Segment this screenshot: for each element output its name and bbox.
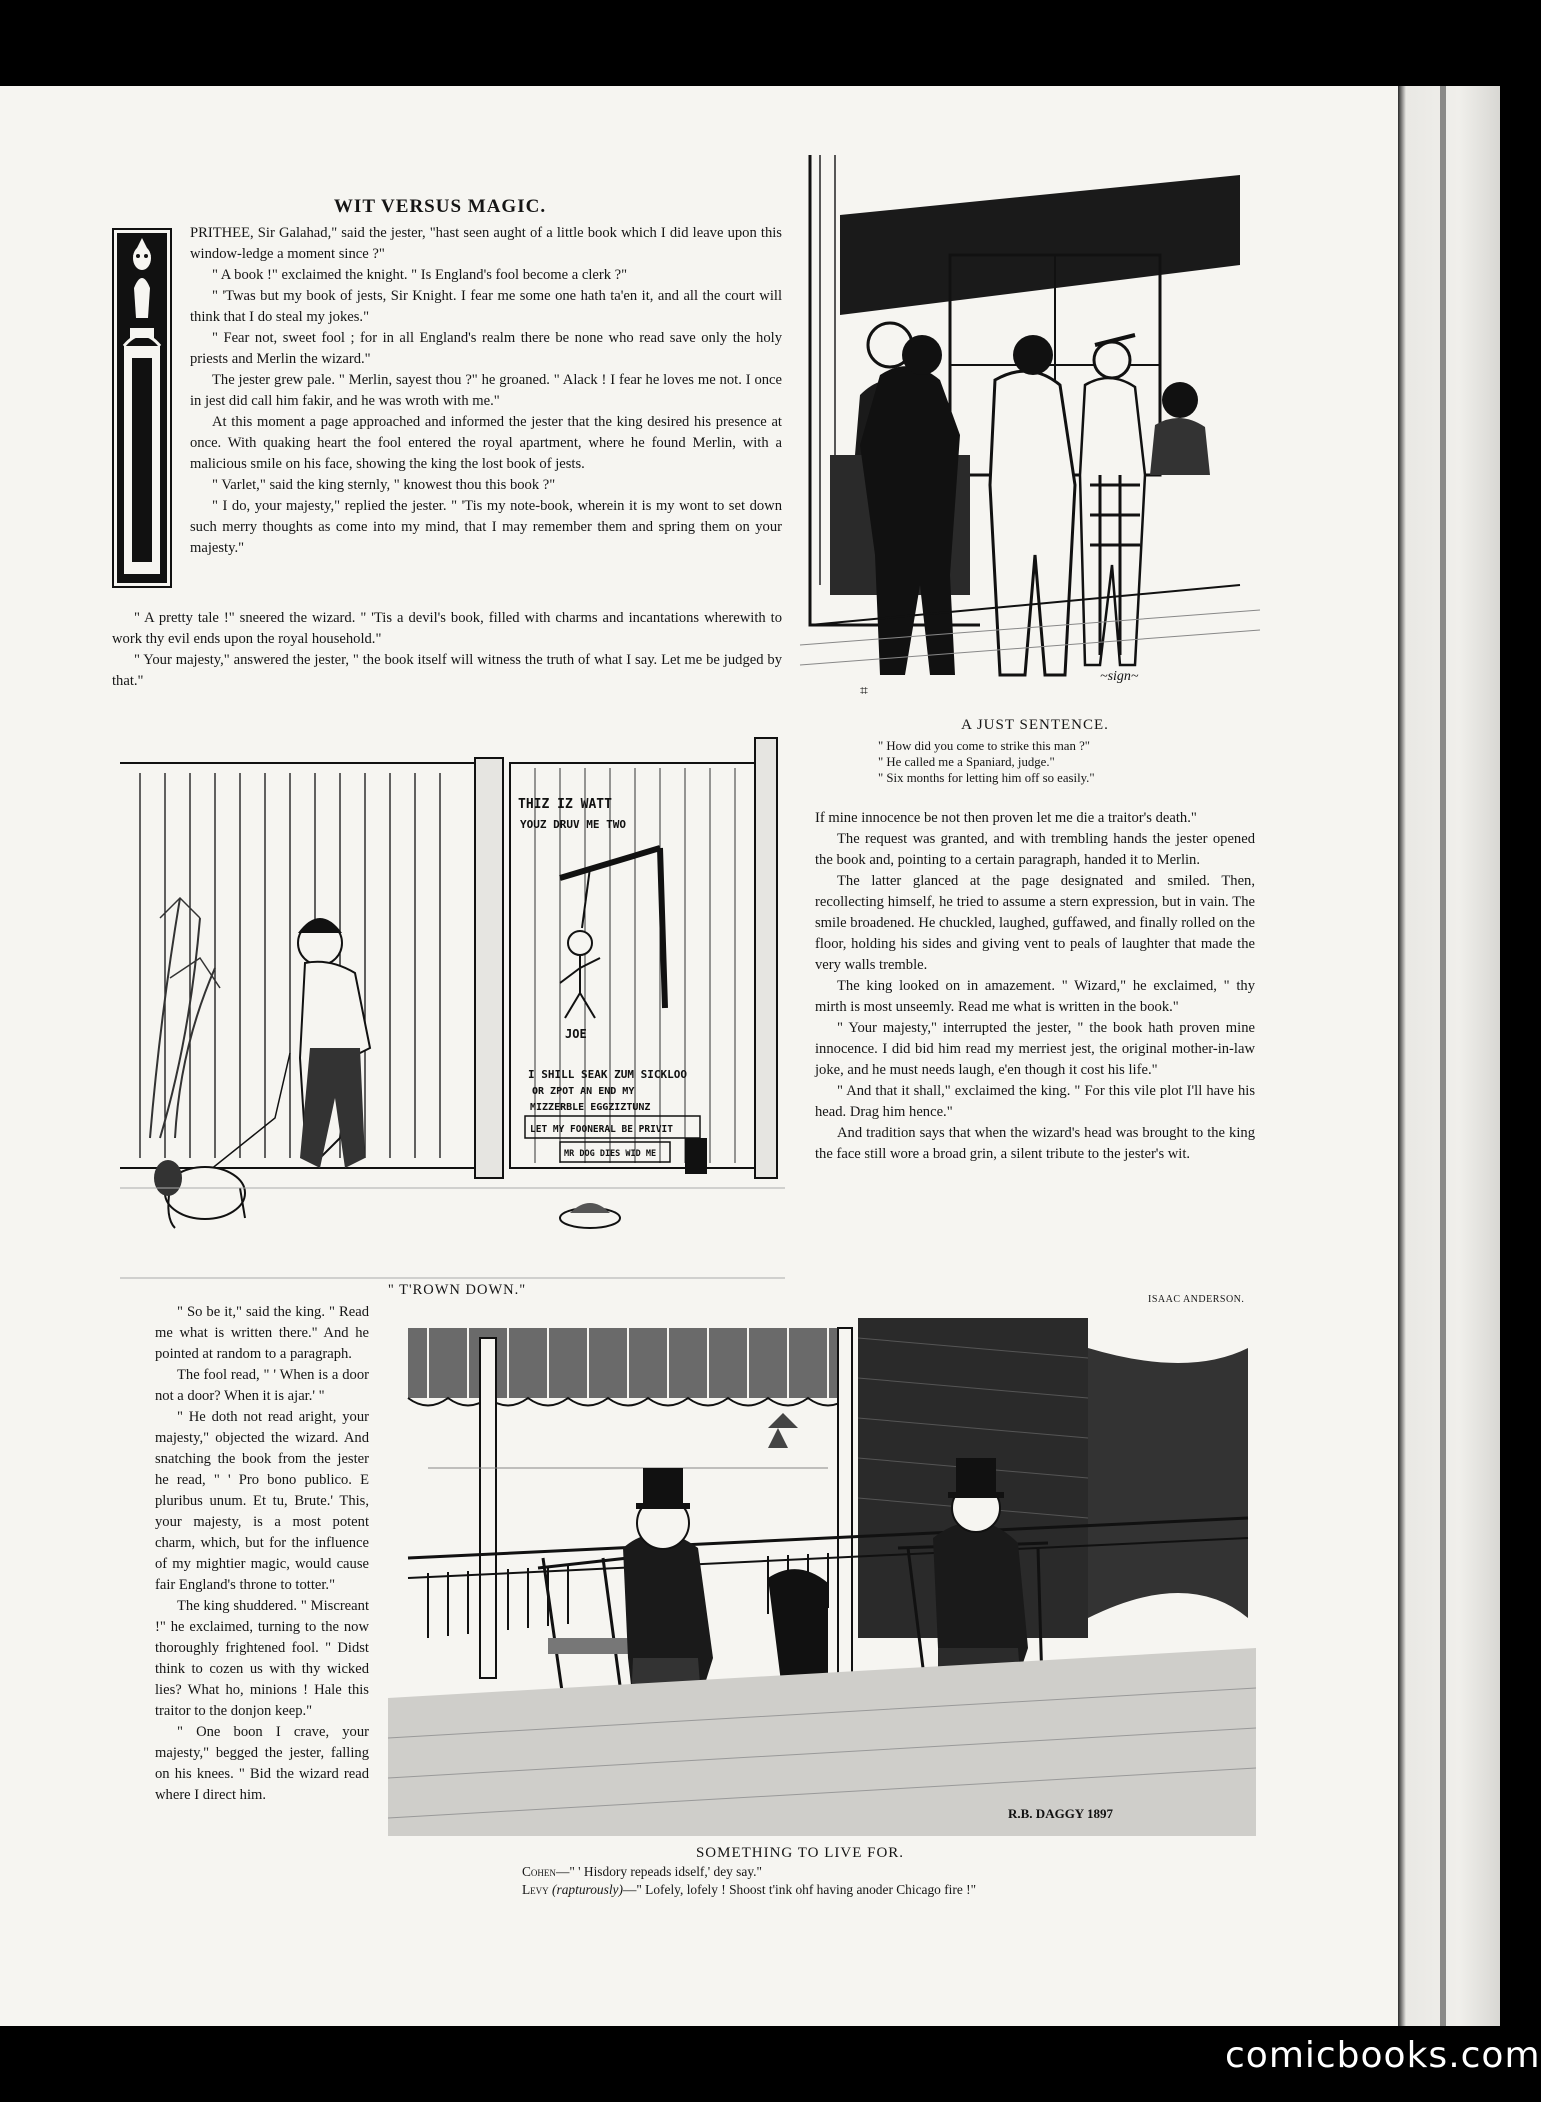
story-lead-continued — [112, 608, 782, 692]
cohen-line: " ' Hisdory repeads idself,' dey say." — [569, 1864, 762, 1879]
story-paragraph: " A pretty tale !" sneered the wizard. " 'Tis a devil's book, filled with charms and incantations wherewith to work thy evil ends upon the royal household." — [112, 610, 782, 647]
story-lead-column — [190, 223, 782, 559]
story-paragraph: The king shuddered. " Miscreant !" he exclaimed, turning to the now thoroughly frightened fool. " Didst think to cozen us with thy wicked lies? What ho, minions ! Hale this traitor to the donjon keep." — [155, 1598, 369, 1719]
story-paragraph: " I do, your majesty," replied the jester. " 'Tis my note-book, wherein it is my wont to set down such merry thoughts as come into my mind, that I may remember them and spring them on your majesty." — [190, 498, 782, 556]
story-paragraph: The request was granted, and with trembling hands the jester opened the book and, pointing to a certain paragraph, handed it to Merlin. — [815, 831, 1255, 868]
story-paragraph: " Varlet," said the king sternly, " knowest thou this book ?" — [212, 477, 556, 493]
story-paragraph: " One boon I crave, your majesty," begged the jester, falling on his knees. " Bid the wizard read where I direct him. — [155, 1724, 369, 1803]
court-caption-line: " How did you come to strike this man ?" — [878, 739, 1090, 753]
porch-cartoon-illustration — [388, 1318, 1256, 1836]
levy-line: " Lofely, lofely ! Shoost t'ink ohf having anoder Chicago fire !" — [636, 1882, 977, 1897]
fence-graffiti: JOE — [565, 1027, 587, 1041]
levy-speaker: Levy — [522, 1882, 549, 1897]
story-paragraph: " And that it shall," exclaimed the king. " For this vile plot I'll have his head. Drag him hence." — [815, 1083, 1255, 1120]
court-caption-line: " Six months for letting him off so easily." — [878, 771, 1095, 785]
story-paragraph: " Your majesty," interrupted the jester, " the book hath proven mine innocence. I did bid him read my merriest jest, the original mother-in-law joke, and he must needs laugh, e'en though it cost his life." — [815, 1020, 1255, 1078]
story-paragraph: " Fear not, sweet fool ; for in all England's realm there be none who read save only the holy priests and Merlin the wizard." — [190, 330, 782, 367]
fence-graffiti: MIZZERBLE EGGZIZTUNZ — [530, 1102, 651, 1113]
court-caption-line: " He called me a Spaniard, judge." — [878, 755, 1055, 769]
fence-graffiti: THIZ IZ WATT — [518, 797, 612, 812]
story-paragraph: " A book !" exclaimed the knight. " Is England's fool become a clerk ?" — [212, 267, 628, 283]
fence-graffiti: YOUZ DRUV ME TWO — [520, 818, 626, 831]
fence-graffiti: I SHILL SEAK ZUM SICKLOO — [528, 1068, 687, 1081]
court-cartoon-illustration — [800, 155, 1260, 710]
fence-graffiti: LET MY FOONERAL BE PRIVIT — [530, 1124, 673, 1135]
porch-caption-levy: Levy (rapturously)—" Lofely, lofely ! Shoost t'ink ohf having anoder Chicago fire !" — [522, 1882, 977, 1897]
author-signature: ISAAC ANDERSON. — [1148, 1294, 1245, 1305]
story-paragraph: The latter glanced at the page designated and smiled. Then, recollecting himself, he tried to assume a stern expression, but in vain. The smile broadened. He chuckled, laughed, guffawed, and finally rolled on the floor, holding his sides and giving vent to peals of laughter that made the very walls tremble. — [815, 873, 1255, 973]
porch-caption-cohen: Cohen—" ' Hisdory repeads idself,' dey say." — [522, 1864, 762, 1879]
story-paragraph: The king looked on in amazement. " Wizard," he exclaimed, " thy mirth is most unseemly. Read me what is written in the book." — [815, 978, 1255, 1015]
svg-text:⌗: ⌗ — [860, 684, 868, 699]
story-paragraph: The fool read, " ' When is a door not a door? When it is ajar.' " — [155, 1367, 369, 1404]
svg-text:~sign~: ~sign~ — [1100, 669, 1139, 684]
story-paragraph: " Your majesty," answered the jester, " the book itself will witness the truth of what I say. Let me be judged by that." — [112, 652, 782, 689]
story-paragraph: " He doth not read aright, your majesty," objected the wizard. And snatching the book from the jester he read, " ' Pro bono publico. E pluribus unum. Et tu, Brute.' This, your majesty, is a most potent charm, which, but for the influence of my mightier magic, would cause fair England's throne to totter." — [155, 1409, 369, 1593]
adjacent-page-edge — [1398, 86, 1500, 2026]
site-watermark: comicbooks.com — [1225, 2035, 1541, 2076]
story-right-column — [815, 808, 1255, 1165]
levy-note: (rapturously) — [552, 1882, 623, 1897]
story-paragraph: PRITHEE, Sir Galahad," said the jester, "hast seen aught of a little book which I did leave upon this window-ledge a moment since ?" — [190, 225, 782, 262]
story-paragraph: The jester grew pale. " Merlin, sayest thou ?" he groaned. " Alack ! I fear he loves me not. I once in jest did call him fakir, and he was wroth with me." — [190, 372, 782, 409]
story-paragraph: " 'Twas but my book of jests, Sir Knight. I fear me some one hath ta'en it, and all the court will think that I do steal my jokes." — [190, 288, 782, 325]
story-paragraph: At this moment a page approached and informed the jester that the king desired his presence at once. With quaking heart the fool entered the royal apartment, where he found Merlin, with a malicious smile on his face, showing the king the lost book of jests. — [190, 414, 782, 472]
fence-cartoon-title: " T'ROWN DOWN." — [387, 1282, 527, 1298]
story-paragraph: " So be it," said the king. " Read me what is written there." And he pointed at random to a paragraph. — [155, 1304, 369, 1362]
story-title: WIT VERSUS MAGIC. — [333, 196, 547, 217]
fence-graffiti: MR DOG DIES WID ME — [564, 1149, 657, 1159]
fence-cartoon-illustration — [120, 718, 785, 1278]
story-paragraph: If mine innocence be not then proven let me die a traitor's death." — [815, 810, 1197, 826]
story-bottom-left-column — [155, 1302, 369, 1806]
ornamental-initial — [112, 228, 172, 588]
court-cartoon-title: A JUST SENTENCE. — [961, 717, 1109, 733]
porch-artist-signature: R.B. DAGGY 1897 — [1008, 1806, 1113, 1821]
fence-graffiti: OR ZPOT AN END MY — [532, 1086, 635, 1097]
story-paragraph: And tradition says that when the wizard's head was brought to the king the face still wore a broad grin, a silent tribute to the jester's wit. — [815, 1125, 1255, 1162]
porch-cartoon-title: SOMETHING TO LIVE FOR. — [695, 1845, 905, 1861]
binding-shadow — [1440, 86, 1446, 2026]
cohen-speaker: Cohen — [522, 1864, 556, 1879]
